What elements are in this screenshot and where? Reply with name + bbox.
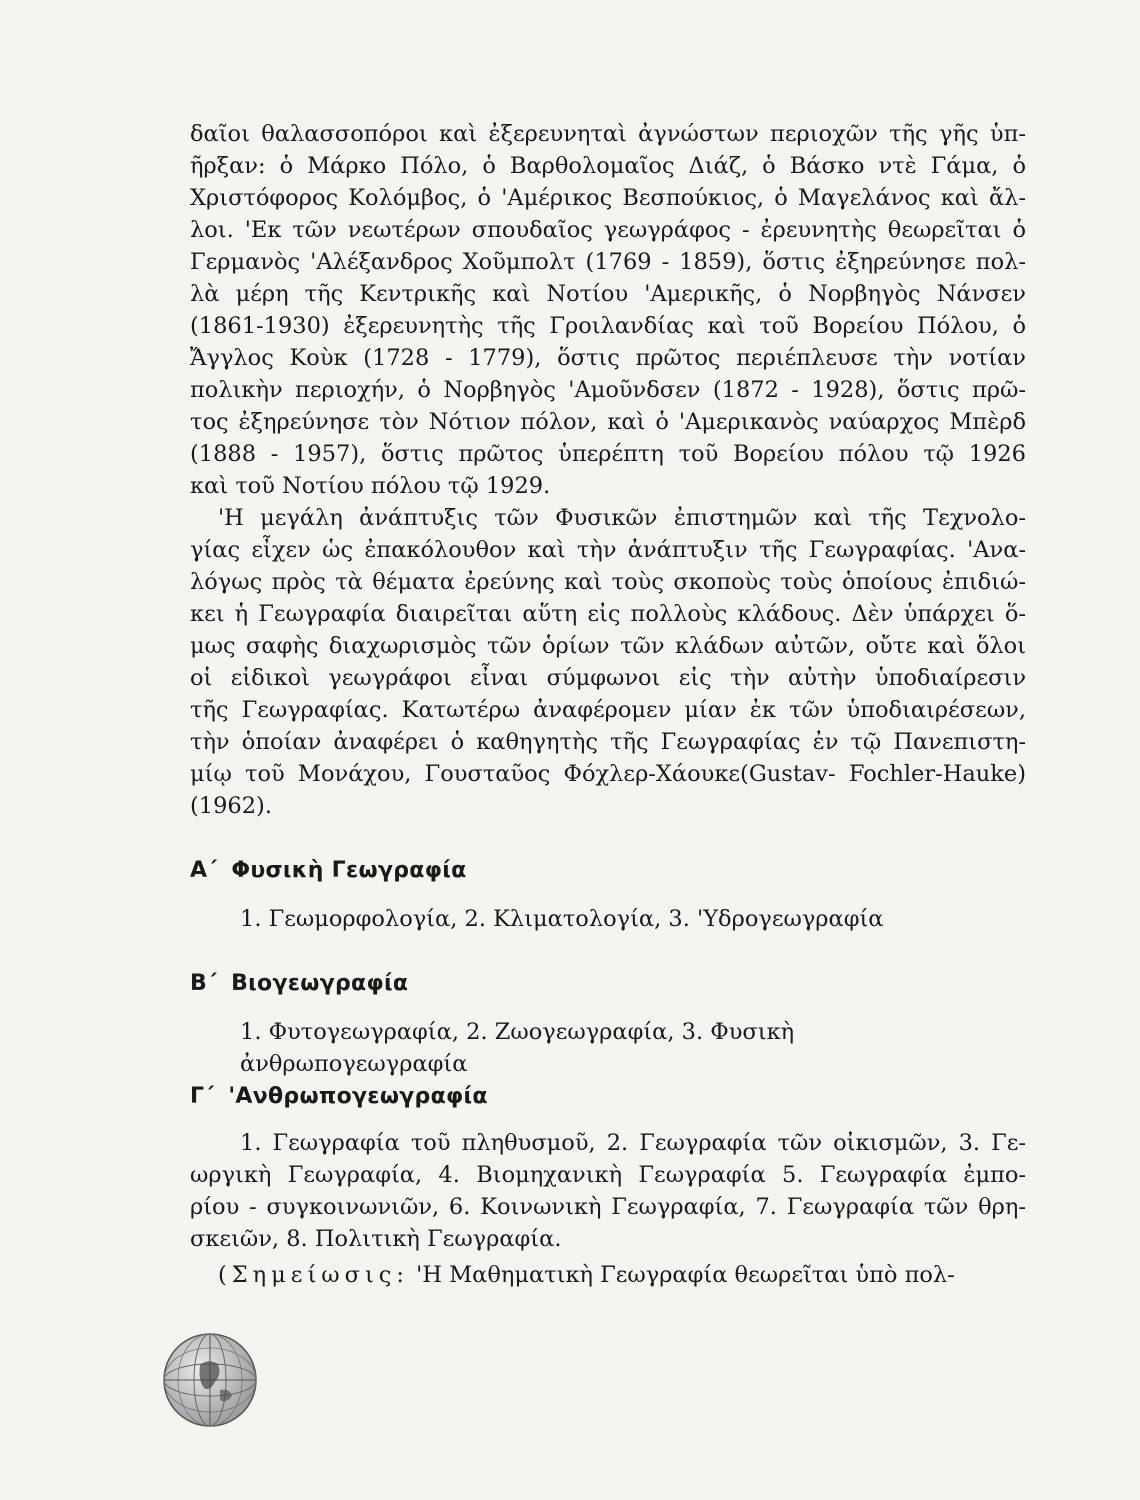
section-title: Βιογεωγραφία [231,971,409,996]
section-heading [190,858,1026,883]
text-line: (1962). [190,793,272,819]
intro-paragraph [190,118,1026,502]
section-anthropo [190,1084,1026,1255]
text-line: μως σαφὴς διαχωρισμὸς τῶν ὁρίων τῶν κλάδων αὐτῶν, οὔτε καὶ ὅλοι [190,633,1026,659]
text-line: Ἄγγλος Κοὺκ (1728 - 1779), ὅστις πρῶτος περιέπλευσε τὴν νοτίαν [190,345,1026,371]
list-line: 1. Φυτογεωγραφία, 2. Ζωογεωγραφία, 3. Φυσικὴ ἀνθρωπογεωγραφία [240,1019,795,1077]
text-line: οἱ εἰδικοὶ γεωγράφοι εἶναι σύμφωνοι εἰς τὴν αὐτὴν ὑποδιαίρεσιν [190,665,1026,691]
text-line: λόγως πρὸς τὰ θέματα ἐρεύνης καὶ τοὺς σκοποὺς τοὺς ὁποίους ἐπιδιώ- [190,569,1026,595]
section-letter: Β΄ [190,971,218,996]
text-line: δαῖοι θαλασσοπόροι καὶ ἐξερευνηταὶ ἀγνώστων περιοχῶν τῆς γῆς ὑπ- [190,121,1026,147]
section-title: 'Ανθρωπογεωγραφία [228,1084,488,1109]
text-line: τος ἐξηρεύνησε τὸν Νότιον πόλον, καὶ ὁ 'Αμερικανὸς ναύαρχος Μπὲρδ [190,409,1026,435]
section-letter: Γ΄ [190,1084,215,1109]
text-line: ῆρξαν: ὁ Μάρκο Πόλο, ὁ Βαρθολομαῖος Διάζ, ὁ Βάσκο ντὲ Γάμα, ὁ [190,153,1026,179]
section-heading [190,971,1026,996]
section-letter: Α΄ [190,858,218,883]
text-line: τὴν ὁποίαν ἀναφέρει ὁ καθηγητὴς τῆς Γεωγραφίας ἐν τῷ Πανεπιστη- [190,729,1026,755]
second-paragraph [190,502,1026,822]
page-body [190,118,1026,1291]
section-list [190,1127,1026,1255]
text-line: (1888 - 1957), ὅστις πρῶτος ὑπερέπτη τοῦ Βορείου πόλου τῷ 1926 [190,441,1026,467]
note-line [190,1259,1026,1291]
list-line: σκειῶν, 8. Πολιτικὴ Γεωγραφία. [190,1226,562,1252]
list-line: ρίου - συγκοινωνιῶν, 6. Κοινωνικὴ Γεωγραφία, 7. Γεωγραφία τῶν θρη- [190,1194,1026,1220]
list-line: 1. Γεωγραφία τοῦ πληθυσμοῦ, 2. Γεωγραφία τῶν οἰκισμῶν, 3. Γε- [240,1130,1026,1156]
section-physical [190,858,1026,935]
text-line: τῆς Γεωγραφίας. Κατωτέρω ἀναφέρομεν μίαν ἐκ τῶν ὑποδιαιρέσεων, [190,697,1026,723]
section-title: Φυσικὴ Γεωγραφία [231,858,467,883]
text-line: λοι. 'Εκ τῶν νεωτέρων σπουδαῖος γεωγράφος - ἐρευνητὴς θεωρεῖται ὁ [190,217,1026,243]
text-line: γίας εἶχεν ὡς ἐπακόλουθον καὶ τὴν ἀνάπτυξιν τῆς Γεωγραφίας. 'Ανα- [190,537,1026,563]
text-line: πολικὴν περιοχήν, ὁ Νορβηγὸς 'Αμοῦνδσεν (1872 - 1928), ὅστις πρῶ- [190,377,1026,403]
text-line: Χριστόφορος Κολόμβος, ὁ 'Αμέρικος Βεσπούκιος, ὁ Μαγελάνος καὶ ἄλ- [190,185,1026,211]
text-line: (1861-1930) ἐξερευνητὴς τῆς Γροιλανδίας καὶ τοῦ Βορείου Πόλου, ὁ [190,313,1026,339]
text-line: λὰ μέρη τῆς Κεντρικῆς καὶ Νοτίου 'Αμερικῆς, ὁ Νορβηγὸς Νάνσεν [190,281,1026,307]
section-bio [190,971,1026,1077]
text-line: 'Η μεγάλη ἀνάπτυξις τῶν Φυσικῶν ἐπιστημῶν καὶ τῆς Τεχνολο- [218,505,1026,531]
note-text: 'Η Μαθηματικὴ Γεωγραφία θεωρεῖται ὑπὸ πολ- [416,1262,955,1288]
globe-icon [160,1330,260,1430]
text-line: Γερμανὸς 'Αλέξανδρος Χοῦμπολτ (1769 - 1859), ὅστις ἐξηρεύνησε πολ- [190,249,1026,275]
note-paragraph [190,1259,1026,1291]
section-heading [190,1084,1026,1109]
section-list [190,903,1026,935]
list-line: ωργικὴ Γεωγραφία, 4. Βιομηχανικὴ Γεωγραφία 5. Γεωγραφία ἐμπο- [190,1162,1026,1188]
text-line: κει ἡ Γεωγραφία διαιρεῖται αὕτη εἰς πολλοὺς κλάδους. Δὲν ὑπάρχει ὅ- [190,601,1026,627]
text-line: μίῳ τοῦ Μονάχου, Γουσταῦος Φόχλερ-Χάουκε(Gustav- Fochler-Hauke) [190,761,1026,787]
section-list [190,1016,1026,1077]
note-label: (Σημείωσις: [218,1262,409,1288]
text-line: καὶ τοῦ Νοτίου πόλου τῷ 1929. [190,473,551,499]
list-line: 1. Γεωμορφολογία, 2. Κλιματολογία, 3. 'Υδρογεωγραφία [240,906,884,932]
